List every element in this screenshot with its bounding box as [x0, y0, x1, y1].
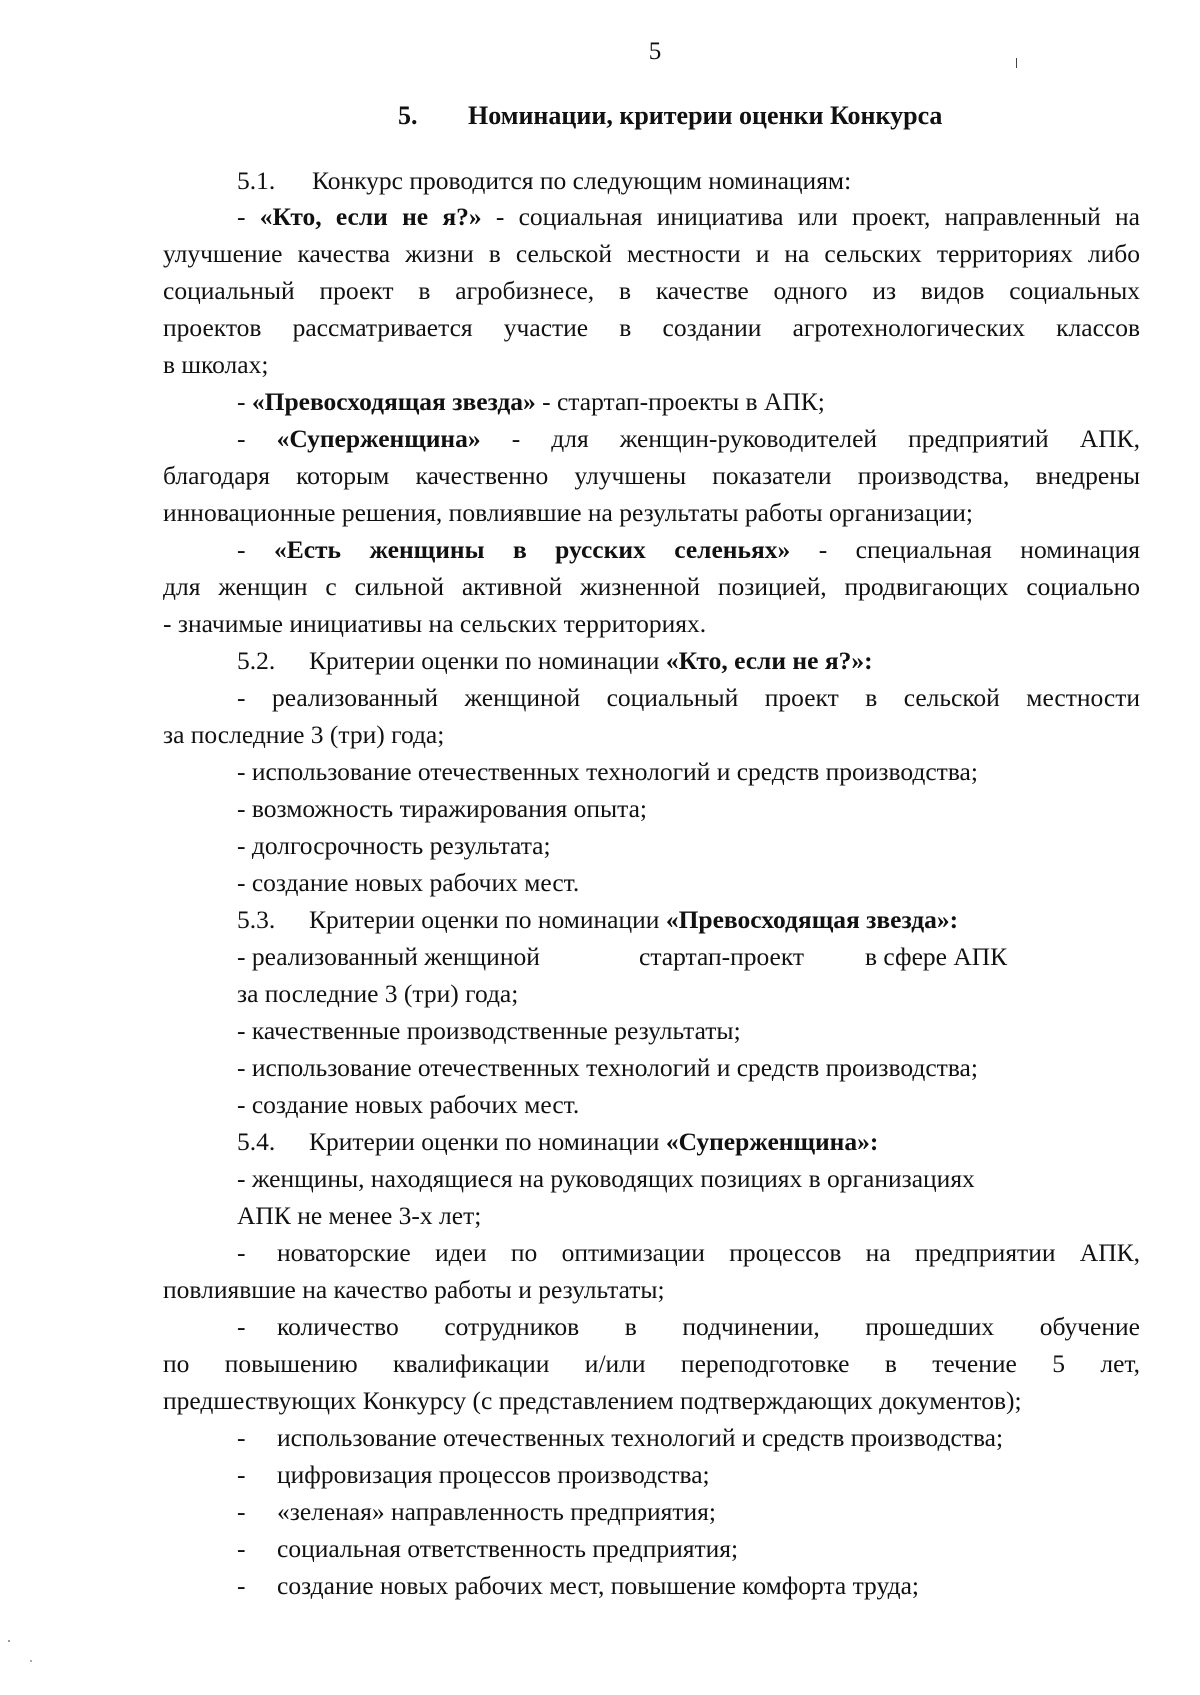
scan-mark [1016, 58, 1017, 68]
criterion-line: - женщины, находящиеся на руководящих позициях в организациях [237, 1164, 975, 1193]
nomination-line [237, 532, 1140, 568]
clause-number: 5.2. [237, 646, 276, 675]
paragraph-line: АПК не менее 3-х лет; [237, 1201, 482, 1230]
page-number: 5 [648, 38, 662, 65]
criterion-line: - реализованный женщиной социальный проект в сельской местности [237, 683, 1140, 712]
paragraph-text: Критерии оценки по номинации [309, 646, 666, 675]
nomination-name: «Превосходящая звезда»: [665, 905, 959, 934]
dash: - [237, 1571, 246, 1600]
paragraph-text: Конкурс проводится по следующим номинациям: [312, 166, 852, 195]
clause-5-2 [237, 643, 873, 679]
paragraph-line: благодаря которым качественно улучшены показатели производства, внедрены [163, 461, 1140, 490]
nomination-name: «Кто, если не я?» [259, 202, 482, 231]
paragraph-text: - для женщин-руководителей предприятий АПК, [480, 424, 1140, 453]
dash: - [237, 1423, 246, 1452]
paragraph-line: в школах; [163, 350, 269, 379]
paragraph-line: - значимые инициативы на сельских территориях. [163, 609, 707, 638]
clause-5-3 [237, 902, 958, 938]
dash: - [237, 1238, 246, 1267]
criterion-line [237, 1494, 716, 1530]
paragraph-text: - реализованный женщиной [237, 942, 540, 971]
paragraph-text: новаторские идеи по оптимизации процессов на предприятии АПК, [277, 1238, 1140, 1267]
paragraph-text: создание новых рабочих мест, повышение комфорта труда; [277, 1571, 919, 1600]
paragraph-text: количество сотрудников в подчинении, прошедших обучение [277, 1312, 1140, 1341]
nomination-name: «Суперженщина»: [665, 1127, 879, 1156]
paragraph-line: для женщин с сильной активной жизненной позицией, продвигающих социально [163, 572, 1140, 601]
criterion-line [237, 939, 1007, 975]
criterion-line: - использование отечественных технологий и средств производства; [237, 1053, 978, 1082]
criterion-line: - качественные производственные результаты; [237, 1016, 741, 1045]
criterion-line [237, 1568, 919, 1604]
paragraph-line: улучшение качества жизни в сельской местности и на сельских территориях либо [163, 239, 1140, 268]
paragraph-line: за последние 3 (три) года; [237, 979, 519, 1008]
nomination-line [237, 384, 825, 420]
criterion-line [237, 1235, 1140, 1271]
paragraph-text: - стартап-проекты в АПК; [535, 387, 825, 416]
criterion-line [237, 1531, 738, 1567]
dash: - [237, 1497, 246, 1526]
criterion-line: - создание новых рабочих мест. [237, 868, 580, 897]
paragraph-text: использование отечественных технологий и средств производства; [277, 1423, 1004, 1452]
dash: - [237, 1312, 246, 1341]
paragraph-line: по повышению квалификации и/или переподготовке в течение 5 лет, [163, 1349, 1140, 1378]
scan-speck [8, 1640, 10, 1642]
paragraph-line: проектов рассматривается участие в создании агротехнологических классов [163, 313, 1140, 342]
section-heading [398, 101, 942, 131]
paragraph-text: цифровизация процессов производства; [277, 1460, 710, 1489]
paragraph-text: - специальная номинация [790, 535, 1140, 564]
criterion-line: - создание новых рабочих мест. [237, 1090, 580, 1119]
paragraph-text: в сфере АПК [865, 942, 1008, 971]
dash: - [237, 1534, 246, 1563]
clause-5-4 [237, 1124, 878, 1160]
clause-number: 5.3. [237, 905, 276, 934]
dash: - [237, 424, 277, 453]
paragraph-text: социальная ответственность предприятия; [277, 1534, 739, 1563]
paragraph-line: предшествующих Конкурсу (с представлением подтверждающих документов); [163, 1386, 1022, 1415]
paragraph-line: за последние 3 (три) года; [163, 720, 445, 749]
section-number: 5. [398, 101, 418, 130]
paragraph-text: - социальная инициатива или проект, направленный на [481, 202, 1140, 231]
nomination-name: «Превосходящая звезда» [251, 387, 536, 416]
criterion-line: - долгосрочность результата; [237, 831, 551, 860]
criterion-line [237, 1420, 1003, 1456]
paragraph-line: повлиявшие на качество работы и результаты; [163, 1275, 665, 1304]
paragraph-line: инновационные решения, повлиявшие на результаты работы организации; [163, 498, 974, 527]
clause-number: 5.4. [237, 1127, 276, 1156]
clause-5-1 [237, 163, 851, 199]
criterion-line [237, 1457, 710, 1493]
dash: - [237, 387, 252, 416]
paragraph-text: стартап-проект [639, 942, 805, 971]
criterion-line: - использование отечественных технологий и средств производства; [237, 757, 978, 786]
dash: - [237, 1460, 246, 1489]
scan-speck [30, 1660, 32, 1662]
nomination-name: «Есть женщины в русских селеньях» [273, 535, 791, 564]
nomination-name: «Кто, если не я?»: [665, 646, 873, 675]
nomination-line [237, 199, 1140, 235]
paragraph-text: «зеленая» направленность предприятия; [277, 1497, 716, 1526]
paragraph-text: Критерии оценки по номинации [309, 905, 666, 934]
dash: - [237, 202, 260, 231]
paragraph-text: Критерии оценки по номинации [309, 1127, 666, 1156]
criterion-line: - возможность тиражирования опыта; [237, 794, 647, 823]
criterion-line [237, 1309, 1140, 1345]
paragraph-line: социальный проект в агробизнесе, в качестве одного из видов социальных [163, 276, 1140, 305]
nomination-line [237, 421, 1140, 457]
section-title: Номинации, критерии оценки Конкурса [468, 101, 943, 130]
clause-number: 5.1. [237, 166, 276, 195]
nomination-name: «Суперженщина» [276, 424, 481, 453]
dash: - [237, 535, 274, 564]
